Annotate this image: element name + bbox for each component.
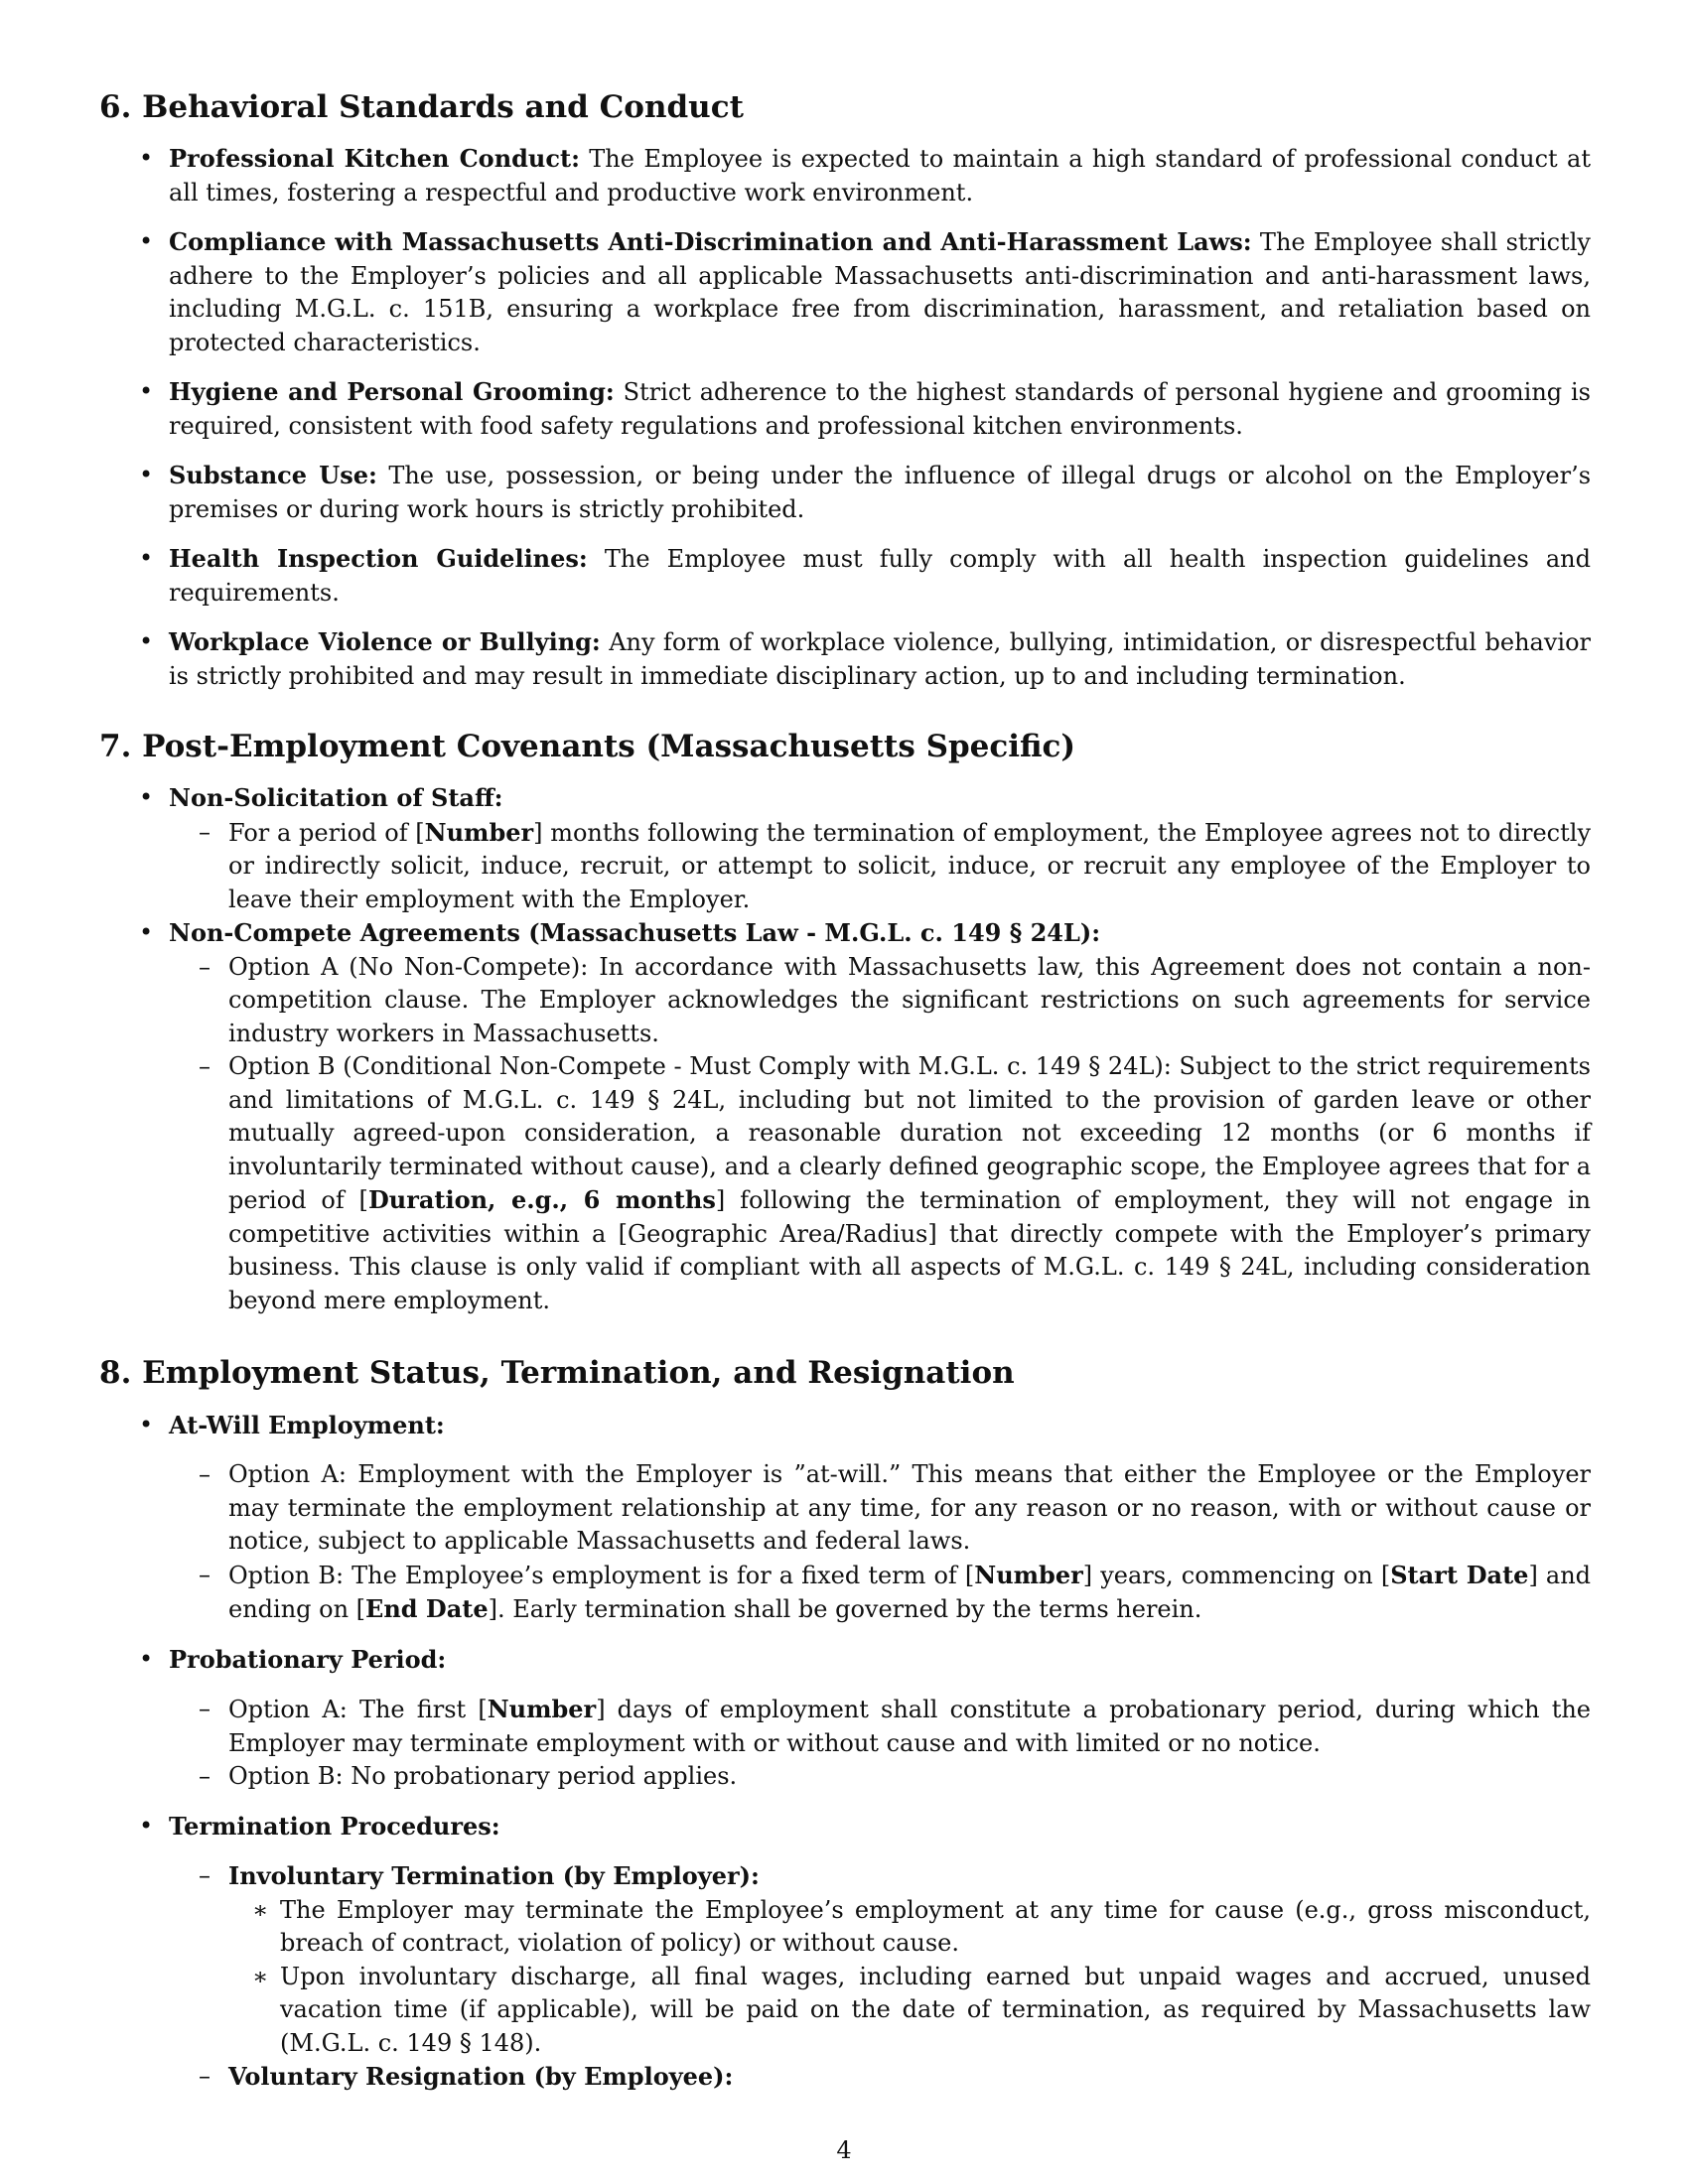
item-label: Non-Solicitation of Staff:: [169, 783, 503, 813]
sub-text: ] years, commencing on [: [1082, 1561, 1391, 1589]
item-label: Hygiene and Personal Grooming:: [169, 377, 615, 407]
section-6-heading: 6. Behavioral Standards and Conduct: [99, 89, 744, 125]
placeholder-term: Number: [424, 817, 534, 847]
subsub-item: ∗ Upon involuntary discharge, all final wages, including earned but unpaid wages and accrued, unused vacation time (if applicable), will be paid on the date of termination, as required by Massachusetts law (M.G.L. c. 149 § 148).: [280, 1961, 1591, 2061]
item-text: The Employee is expected to maintain a high standard of professional conduct at all times, fostering a respectful and productive work environment.: [169, 145, 1591, 206]
sub-item: – Option B: No probationary period applies.: [228, 1760, 1591, 1794]
placeholder-term: End Date: [365, 1594, 489, 1624]
sub-label: Involuntary Termination (by Employer):: [228, 1861, 760, 1891]
section-7-heading: 7. Post-Employment Covenants (Massachusetts Specific): [99, 729, 1076, 765]
section-6-list: [99, 142, 1591, 693]
page-number: 4: [836, 2136, 852, 2164]
list-item: [169, 542, 1591, 610]
sub-text: ] following the termination of employment, they will not engage in competitive activities within a [Geographic Area/Radius] that directly compete with the Employer’s primary business. This clause is only valid if compliant with all aspects of M.G.L. c. 149 § 24L, including consideration beyond mere employment.: [228, 1186, 1592, 1314]
item-label: At-Will Employment:: [169, 1410, 445, 1439]
placeholder-term: Number: [487, 1695, 597, 1724]
item-text: The Employee shall strictly adhere to the Employer’s policies and all applicable Massachusetts anti-discrimination and anti-harassment laws, including M.G.L. c. 151B, ensuring a workplace free from discrimination, harassment, and retaliation based on protected characteristics.: [169, 228, 1591, 356]
sub-list: [169, 951, 1591, 1318]
list-item-probationary: [169, 1643, 1591, 1794]
sub-text: For a period of [: [228, 818, 425, 847]
item-label: Professional Kitchen Conduct:: [169, 144, 580, 174]
item-label: Probationary Period:: [169, 1644, 447, 1674]
sub-item: [228, 1559, 1591, 1627]
document-page: [99, 89, 1591, 2095]
section-8-list: [99, 1409, 1591, 2095]
sub-list: [169, 816, 1591, 917]
sub-list: [169, 1859, 1591, 2095]
list-item-non-compete: [169, 916, 1591, 1317]
sub-item: [228, 816, 1591, 917]
item-label: Compliance with Massachusetts Anti-Discrimination and Anti-Harassment Laws:: [169, 227, 1252, 257]
list-item: [169, 459, 1591, 526]
list-item: [169, 225, 1591, 359]
sub-label: Voluntary Resignation (by Employee):: [228, 2062, 734, 2092]
item-label: Substance Use:: [169, 461, 377, 490]
sub-item: [228, 1050, 1591, 1317]
sub-item: – Option A: Employment with the Employer is ”at-will.” This means that either the Employee or the Employer may terminate the employment relationship at any time, for any reason or no reason, with or without cause or notice, subject to applicable Massachusetts and federal laws.: [228, 1458, 1591, 1559]
item-text: Any form of workplace violence, bullying, intimidation, or disrespectful behavior is strictly prohibited and may result in immediate disciplinary action, up to and including termination.: [169, 628, 1591, 690]
sub-list: [169, 1458, 1591, 1627]
list-item: [169, 375, 1591, 443]
sub-text: Option A: The first [: [228, 1696, 488, 1724]
list-item: [169, 142, 1591, 209]
section-8-heading: 8. Employment Status, Termination, and Resignation: [99, 1355, 1015, 1392]
placeholder-term: Duration, e.g., 6 months: [367, 1185, 716, 1215]
list-item: [169, 625, 1591, 693]
placeholder-term: Number: [974, 1560, 1083, 1589]
sub-list: [169, 1693, 1591, 1794]
sub-text: Option B (Conditional Non-Compete - Must Comply with M.G.L. c. 149 § 24L): Subject to the strict requirements and limitations of M.G.L. c. 149 § 24L, including but not limited to the provision of garden leave or other mutually agreed-upon consideration, a reasonable duration not exceeding 12 months (or 6 months if involuntarily terminated without cause), and a clearly defined geographic scope, the Employee agrees that for a period of [: [228, 1052, 1591, 1215]
subsub-list: [228, 1894, 1591, 2061]
item-label: Termination Procedures:: [169, 1811, 500, 1841]
sub-item: – Option A (No Non-Compete): In accordance with Massachusetts law, this Agreement does not contain a non-competition clause. The Employer acknowledges the significant restrictions on such agreements for service industry workers in Massachusetts.: [228, 951, 1591, 1051]
item-label: Health Inspection Guidelines:: [169, 544, 588, 574]
item-label: Workplace Violence or Bullying:: [169, 627, 601, 657]
subsub-item: ∗ The Employer may terminate the Employee’s employment at any time for cause (e.g., gross misconduct, breach of contract, violation of policy) or without cause.: [280, 1894, 1591, 1961]
sub-text: ] days of employment shall constitute a probationary period, during which the Employer may terminate employment with or without cause and with limited or no notice.: [228, 1696, 1591, 1757]
item-text: Strict adherence to the highest standards of personal hygiene and grooming is required, consistent with food safety regulations and professional kitchen environments.: [169, 378, 1591, 440]
list-item-at-will: [169, 1409, 1591, 1627]
sub-item: [228, 1693, 1591, 1760]
sub-text: ] and ending on [: [228, 1561, 1592, 1624]
list-item-termination: [169, 1810, 1591, 2095]
placeholder-term: Start Date: [1390, 1560, 1529, 1589]
item-text: The use, possession, or being under the influence of illegal drugs or alcohol on the Employer’s premises or during work hours is strictly prohibited.: [169, 462, 1592, 523]
item-text: The Employee must fully comply with all health inspection guidelines and requirements.: [169, 545, 1592, 607]
sub-item-voluntary: [228, 2060, 1591, 2095]
item-label: Non-Compete Agreements (Massachusetts Law - M.G.L. c. 149 § 24L):: [169, 918, 1101, 948]
sub-text: Option B: The Employee’s employment is for a fixed term of [: [228, 1561, 975, 1589]
sub-text: ]. Early termination shall be governed by the terms herein.: [488, 1595, 1202, 1624]
list-item-non-solicitation: [169, 781, 1591, 916]
section-7-list: [99, 781, 1591, 1317]
sub-text: ] months following the termination of employment, the Employee agrees not to directly or indirectly solicit, induce, recruit, or attempt to solicit, induce, or recruit any employee of the Employer to leave their employment with the Employer.: [228, 818, 1591, 913]
sub-item-involuntary: [228, 1859, 1591, 2060]
